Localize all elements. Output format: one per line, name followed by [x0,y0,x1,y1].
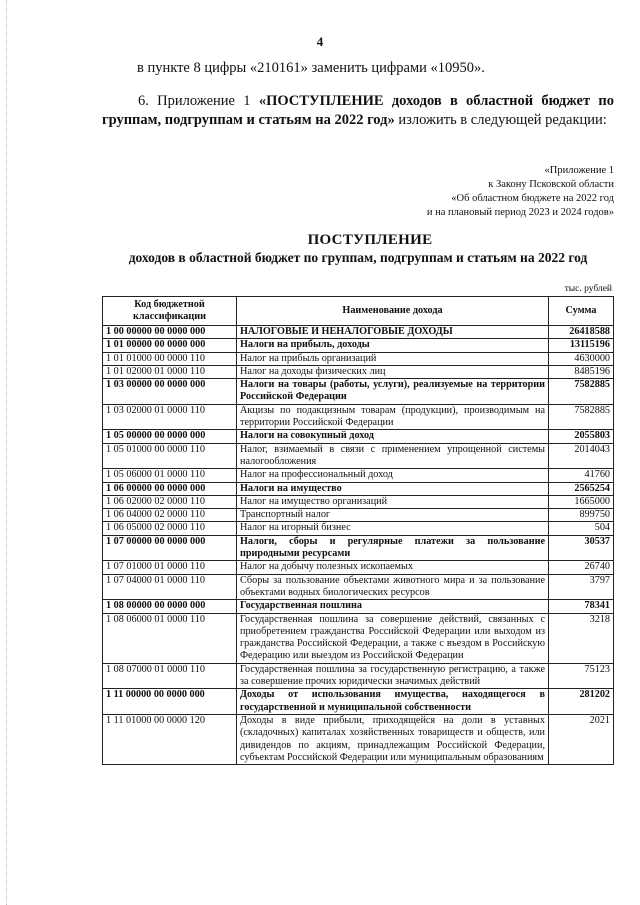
cell-name: Налог на прибыль организаций [237,352,549,365]
appendix-reference [427,164,614,220]
revenue-table [102,296,614,765]
appendix-line-4: и на плановый период 2023 и 2024 годов» [426,207,614,218]
cell-code: 1 05 00000 00 0000 000 [103,430,237,443]
cell-sum: 41760 [549,469,614,482]
cell-code: 1 01 02000 01 0000 110 [103,365,237,378]
cell-sum: 2565254 [549,482,614,495]
cell-sum: 30537 [549,535,614,561]
cell-sum: 78341 [549,600,614,613]
table-row [103,522,614,535]
document-subtitle: доходов в областной бюджет по группам, подгруппам и статьям на 2022 год [128,250,588,265]
cell-code: 1 07 01000 01 0000 110 [103,561,237,574]
cell-code: 1 07 04000 01 0000 110 [103,574,237,600]
header-sum: Сумма [549,297,614,326]
cell-name: Налоги на совокупный доход [237,430,549,443]
table-row [103,352,614,365]
table-row [103,339,614,352]
cell-name: Налог на добычу полезных ископаемых [237,561,549,574]
cell-sum: 504 [549,522,614,535]
paragraph-6-end: изложить в следующей редакции: [394,112,607,128]
cell-sum: 8485196 [549,365,614,378]
cell-name: Транспортный налог [237,509,549,522]
page-number: 4 [316,34,324,49]
cell-code: 1 08 06000 01 0000 110 [103,613,237,663]
cell-name: Налоги на товары (работы, услуги), реализуемые на территории Российской Федерации [237,379,549,405]
table-row [103,509,614,522]
cell-code: 1 01 01000 00 0000 110 [103,352,237,365]
table-row [103,714,614,764]
cell-name: Государственная пошлина [237,600,549,613]
cell-code: 1 11 00000 00 0000 000 [103,689,237,715]
cell-sum: 3797 [549,574,614,600]
table-row [103,689,614,715]
cell-code: 1 00 00000 00 0000 000 [103,326,237,339]
table-row [103,561,614,574]
table-row [103,482,614,495]
cell-sum: 2021 [549,714,614,764]
cell-name: Сборы за пользование объектами животного мира и за пользование объектами водных биологических ресурсов [237,574,549,600]
appendix-line-3: «Об областном бюджете на 2022 год [451,193,614,204]
cell-code: 1 05 01000 00 0000 110 [103,443,237,469]
table-row [103,379,614,405]
table-row [103,404,614,430]
table-row [103,535,614,561]
cell-code: 1 06 00000 00 0000 000 [103,482,237,495]
cell-sum: 2055803 [549,430,614,443]
table-row [103,326,614,339]
cell-name: Государственная пошлина за государственную регистрацию, а также за совершение прочих юридически значимых действий [237,663,549,689]
paragraph-amendment-point-8: в пункте 8 цифры «210161» заменить цифрами «10950». [137,60,485,76]
scan-margin-line [6,0,9,905]
cell-name: Доходы от использования имущества, находящегося в государственной и муниципальной собственности [237,689,549,715]
cell-name: Налог на имущество организаций [237,495,549,508]
cell-name: Налог на игорный бизнес [237,522,549,535]
cell-code: 1 08 00000 00 0000 000 [103,600,237,613]
cell-name: Налог, взимаемый в связи с применением упрощенной системы налогообложения [237,443,549,469]
cell-sum: 26740 [549,561,614,574]
cell-sum: 899750 [549,509,614,522]
paragraph-6-bold: «ПОСТУПЛЕНИЕ доходов в областной бюджет по группам, подгруппам и статьям на 2022 год» [102,93,614,128]
table-row [103,443,614,469]
cell-sum: 281202 [549,689,614,715]
cell-name: Налоги на прибыль, доходы [237,339,549,352]
cell-name: Налоги, сборы и регулярные платежи за пользование природными ресурсами [237,535,549,561]
header-code: Код бюджетной классификации [103,297,237,326]
cell-sum: 7582885 [549,379,614,405]
cell-name: Налог на доходы физических лиц [237,365,549,378]
cell-sum: 7582885 [549,404,614,430]
cell-code: 1 11 01000 00 0000 120 [103,714,237,764]
cell-name: Доходы в виде прибыли, приходящейся на доли в уставных (складочных) капиталах хозяйственных товариществ и обществ, или дивидендов по акциям, принадлежащим Российской Федерации, субъектам Российской Федерации или муниципальным образованиям [237,714,549,764]
cell-sum: 26418588 [549,326,614,339]
table-row [103,613,614,663]
appendix-line-1: «Приложение 1 [544,165,614,176]
cell-name: Налог на профессиональный доход [237,469,549,482]
cell-name: НАЛОГОВЫЕ И НЕНАЛОГОВЫЕ ДОХОДЫ [237,326,549,339]
cell-name: Государственная пошлина за совершение действий, связанных с приобретением гражданства Российской Федерации или выходом из гражданства Российской Федерации, а также с въездом в Российскую Федерацию или выездом из Российской Федерации [237,613,549,663]
cell-name: Налоги на имущество [237,482,549,495]
cell-sum: 13115196 [549,339,614,352]
table-row [103,495,614,508]
cell-code: 1 05 06000 01 0000 110 [103,469,237,482]
table-row [103,600,614,613]
cell-code: 1 03 00000 00 0000 000 [103,379,237,405]
cell-sum: 4630000 [549,352,614,365]
cell-sum: 3218 [549,613,614,663]
cell-name: Акцизы по подакцизным товарам (продукции), производимым на территории Российской Федерации [237,404,549,430]
paragraph-6-start: 6. Приложение 1 [138,93,259,109]
table-body [103,326,614,765]
cell-code: 1 07 00000 00 0000 000 [103,535,237,561]
table-row [103,430,614,443]
header-name: Наименование дохода [237,297,549,326]
table-row [103,663,614,689]
unit-label: тыс. рублей [564,284,612,294]
cell-code: 1 06 05000 02 0000 110 [103,522,237,535]
cell-sum: 2014043 [549,443,614,469]
table-row [103,574,614,600]
appendix-line-2: к Закону Псковской области [488,179,614,190]
table-row [103,365,614,378]
cell-sum: 1665000 [549,495,614,508]
cell-sum: 75123 [549,663,614,689]
cell-code: 1 06 02000 02 0000 110 [103,495,237,508]
document-title: ПОСТУПЛЕНИЕ [307,232,433,248]
cell-code: 1 08 07000 01 0000 110 [103,663,237,689]
cell-code: 1 06 04000 02 0000 110 [103,509,237,522]
cell-code: 1 01 00000 00 0000 000 [103,339,237,352]
paragraph-amendment-6 [102,92,614,130]
table-header-row [103,297,614,326]
cell-code: 1 03 02000 01 0000 110 [103,404,237,430]
table-row [103,469,614,482]
